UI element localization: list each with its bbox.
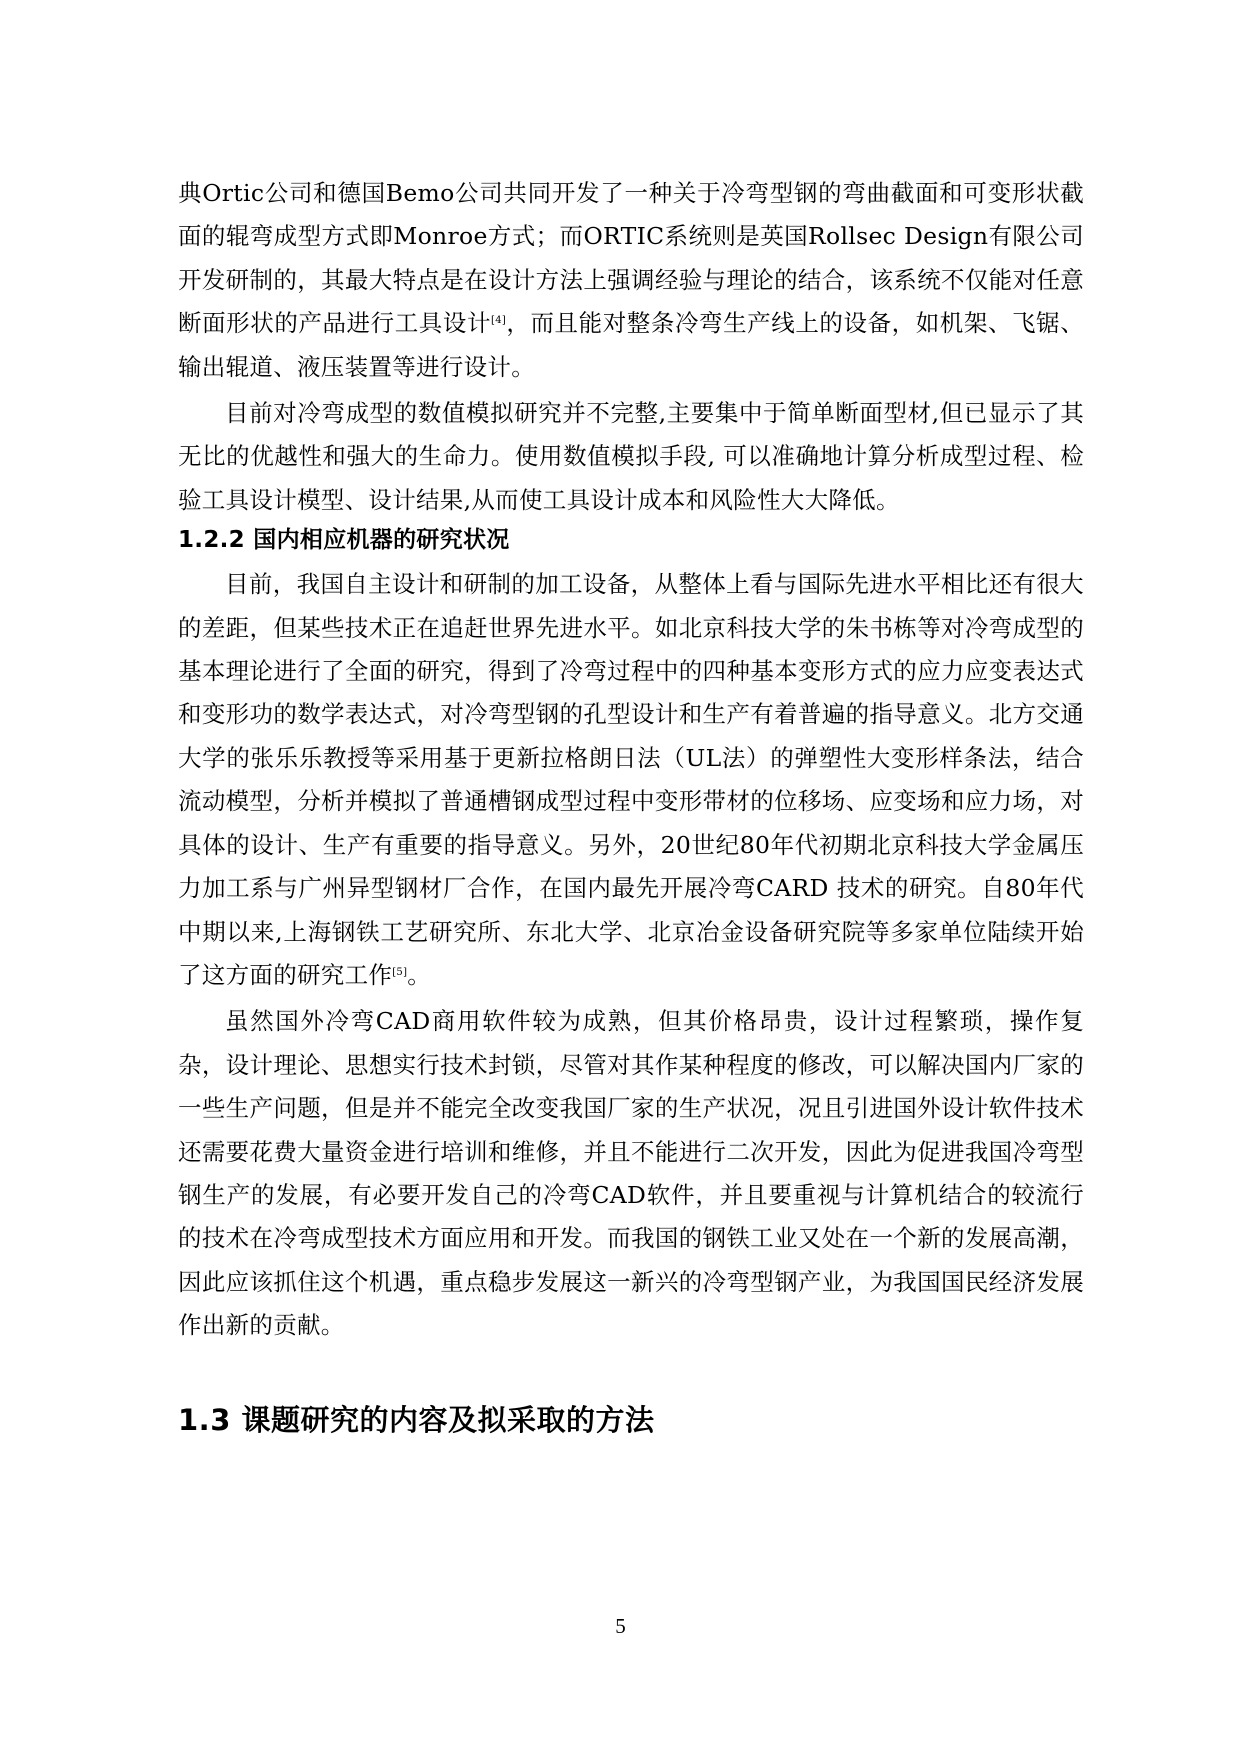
paragraph-text: 虽然国外冷弯CAD商用软件较为成熟，但其价格昂贵，设计过程繁琐，操作复杂，设计理论、思想实行技术封锁，尽管对其作某种程度的修改，可以解决国内厂家的一些生产问题，但是并不能完全改变我国厂家的生产状况，况且引进国外设计软件技术还需要花费大量资金进行培训和维修，并且不能进行二次开发，因此为促进我国冷弯型钢生产的发展，有必要开发自己的冷弯CAD软件，并且要重视与计算机结合的较流行的技术在冷弯成型技术方面应用和开发。而我国的钢铁工业又处在一个新的发展高潮，因此应该抓住这个机遇，重点稳步发展这一新兴的冷弯型钢产业，为我国国民经济发展作出新的贡献。 [178,1007,1084,1340]
section-heading-1-3: 1.3 课题研究的内容及拟采取的方法 [178,1402,655,1437]
paragraph-text: 目前对冷弯成型的数值模拟研究并不完整,主要集中于简单断面型材,但已显示了其无比的优越性和强大的生命力。使用数值模拟手段, 可以准确地计算分析成型过程、检验工具设计模型、设计结果,从而使工具设计成本和风险性大大降低。 [178,399,1084,514]
page-content [178,172,1084,1440]
citation-5: [5] [392,966,408,978]
paragraph-foreign-cad [178,1000,1084,1347]
paragraph-domestic-status [178,563,1084,997]
paragraph-text-after: ，而且能对整条冷弯生产线上的设备，如机架、飞锯、输出辊道、液压装置等进行设计。 [178,309,1084,381]
citation-4: [4] [491,315,507,327]
paragraph-text: 目前，我国自主设计和研制的加工设备，从整体上看与国际先进水平相比还有很大的差距，但某些技术正在追赶世界先进水平。如北京科技大学的朱书栋等对冷弯成型的基本理论进行了全面的研究，得到了冷弯过程中的四种基本变形方式的应力应变表达式和变形功的数学表达式，对冷弯型钢的孔型设计和生产有着普遍的指导意义。北方交通大学的张乐乐教授等采用基于更新拉格朗日法（UL法）的弹塑性大变形样条法，结合流动模型，分析并模拟了普通槽钢成型过程中变形带材的位移场、应变场和应力场，对具体的设计、生产有重要的指导意义。另外，20世纪80年代初期北京科技大学金属压力加工系与广州异型钢材厂合作，在国内最先开展冷弯CARD 技术的研究。自80年代中期以来,上海钢铁工艺研究所、东北大学、北京冶金设备研究院等多家单位陆续开始了这方面的研究工作 [178,570,1084,989]
page-number: 5 [615,1614,626,1638]
section-heading-1-2-2: 1.2.2 国内相应机器的研究状况 [178,527,510,554]
paragraph-ortic-continued [178,172,1084,389]
paragraph-text-after: 。 [407,960,432,989]
paragraph-text: 典Ortic公司和德国Bemo公司共同开发了一种关于冷弯型钢的弯曲截面和可变形状截面的辊弯成型方式即Monroe方式；而ORTIC系统则是英国Rollsec Design有限公司开发研制的，其最大特点是在设计方法上强调经验与理论的结合，该系统不仅能对任意断面形状的产品进行工具设计 [178,179,1084,338]
paragraph-numerical-simulation [178,392,1084,522]
